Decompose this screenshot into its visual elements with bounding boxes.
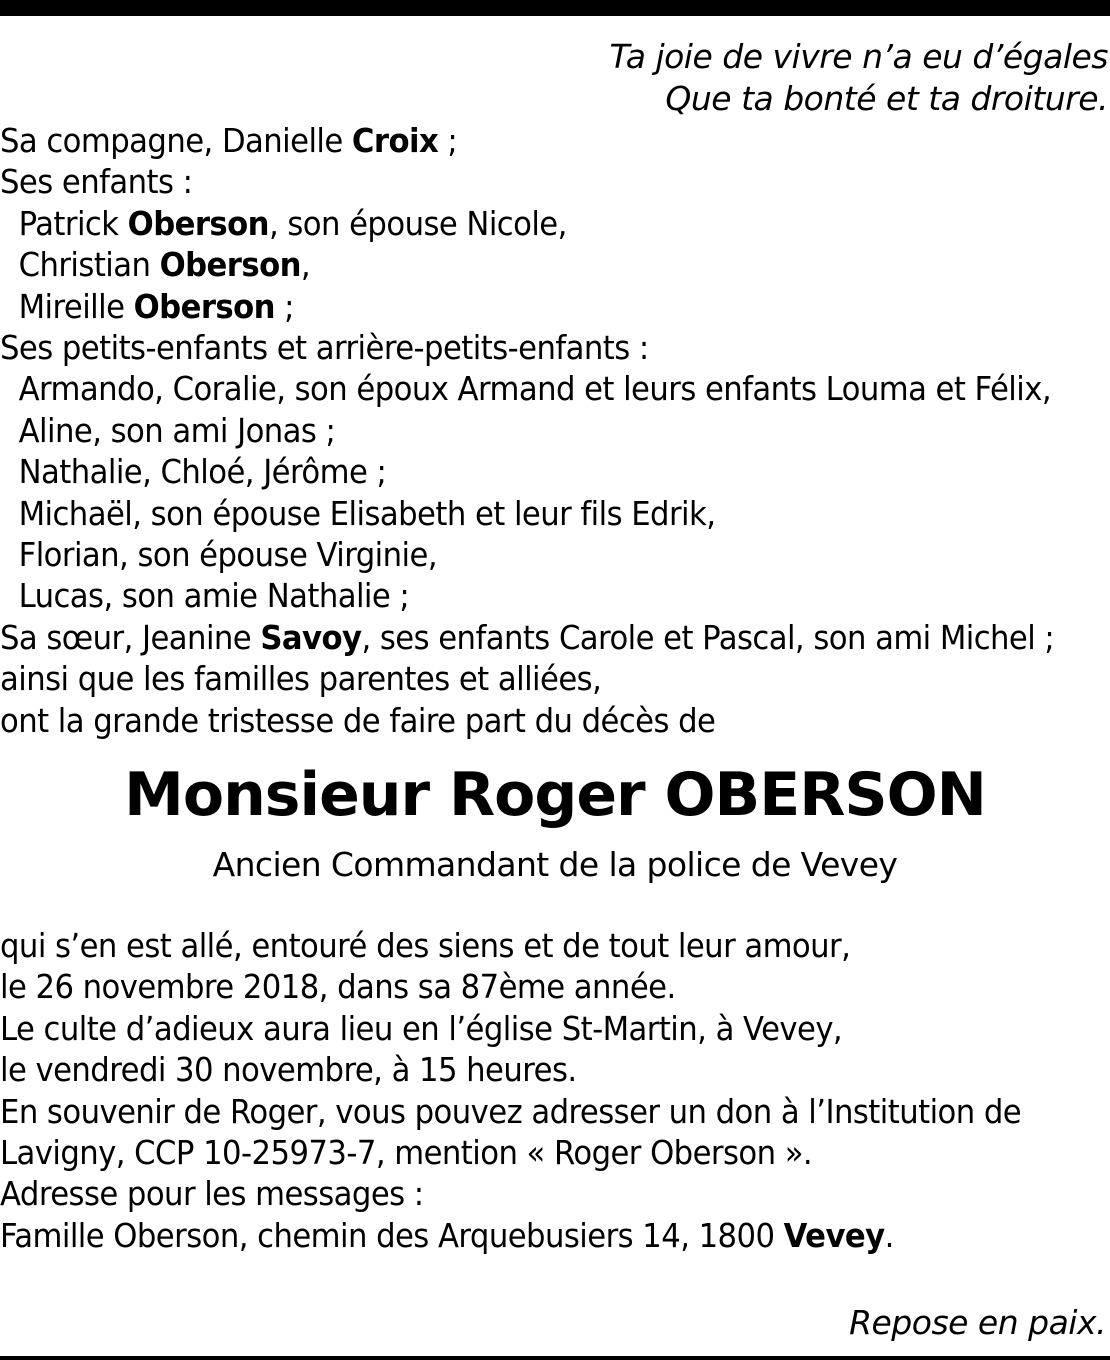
children-heading: Ses enfants :	[0, 162, 193, 202]
child-line: Christian Oberson,	[18, 245, 311, 285]
detail-line: En souvenir de Roger, vous pouvez adresser un don à l’Institution de	[0, 1091, 1022, 1131]
sister-line: Sa sœur, Jeanine Savoy, ses enfants Carole et Pascal, son ami Michel ;	[0, 617, 1055, 657]
grandchild-line: Aline, son ami Jonas ;	[18, 410, 336, 450]
grandchild-line: Nathalie, Chloé, Jérôme ;	[18, 452, 387, 492]
top-border-rule	[0, 0, 1110, 16]
surname: Savoy	[260, 617, 362, 657]
detail-line: Le culte d’adieux aura lieu en l’église St-Martin, à Vevey,	[0, 1008, 843, 1048]
surname: Oberson	[127, 203, 269, 243]
detail-line: le 26 novembre 2018, dans sa 87ème année.	[0, 967, 676, 1007]
child-line: Patrick Oberson, son épouse Nicole,	[18, 203, 567, 243]
grandchildren-heading: Ses petits-enfants et arrière-petits-enfants :	[0, 328, 649, 368]
epitaph-line-1: Ta joie de vivre n’a eu d’égales	[609, 37, 1108, 76]
grandchild-line: Lucas, son amie Nathalie ;	[18, 576, 410, 616]
grandchild-line: Armando, Coralie, son époux Armand et leurs enfants Louma et Félix,	[18, 369, 1052, 409]
address-line: Famille Oberson, chemin des Arquebusiers 14, 1800 Vevey.	[0, 1215, 894, 1255]
epitaph	[610, 36, 1108, 120]
detail-line: Adresse pour les messages :	[0, 1174, 424, 1214]
grandchild-line: Florian, son épouse Virginie,	[18, 535, 438, 575]
surname: Oberson	[159, 245, 301, 285]
grandchild-line: Michaël, son épouse Elisabeth et leur fils Edrik,	[18, 493, 716, 533]
family-list	[0, 120, 1055, 741]
announcement-line: ont la grande tristesse de faire part du décès de	[0, 700, 716, 740]
city-name: Vevey	[783, 1215, 885, 1255]
child-line: Mireille Oberson ;	[18, 286, 294, 326]
companion-line: Sa compagne, Danielle Croix ;	[0, 121, 458, 160]
funeral-details	[0, 925, 1032, 1256]
epitaph-line-2: Que ta bonté et ta droiture.	[665, 79, 1108, 118]
families-line: ainsi que les familles parentes et alliées,	[0, 659, 602, 699]
detail-line: Lavigny, CCP 10-25973-7, mention « Roger Oberson ».	[0, 1133, 813, 1173]
detail-line: le vendredi 30 novembre, à 15 heures.	[0, 1050, 577, 1090]
deceased-name: Monsieur Roger OBERSON	[124, 760, 986, 830]
deceased-title: Ancien Commandant de la police de Vevey	[212, 845, 898, 884]
surname: Croix	[351, 121, 439, 160]
bottom-border-rule	[0, 1356, 1110, 1360]
closing-phrase: Repose en paix.	[849, 1303, 1106, 1342]
detail-line: qui s’en est allé, entouré des siens et de tout leur amour,	[0, 926, 851, 965]
surname: Oberson	[133, 286, 275, 326]
